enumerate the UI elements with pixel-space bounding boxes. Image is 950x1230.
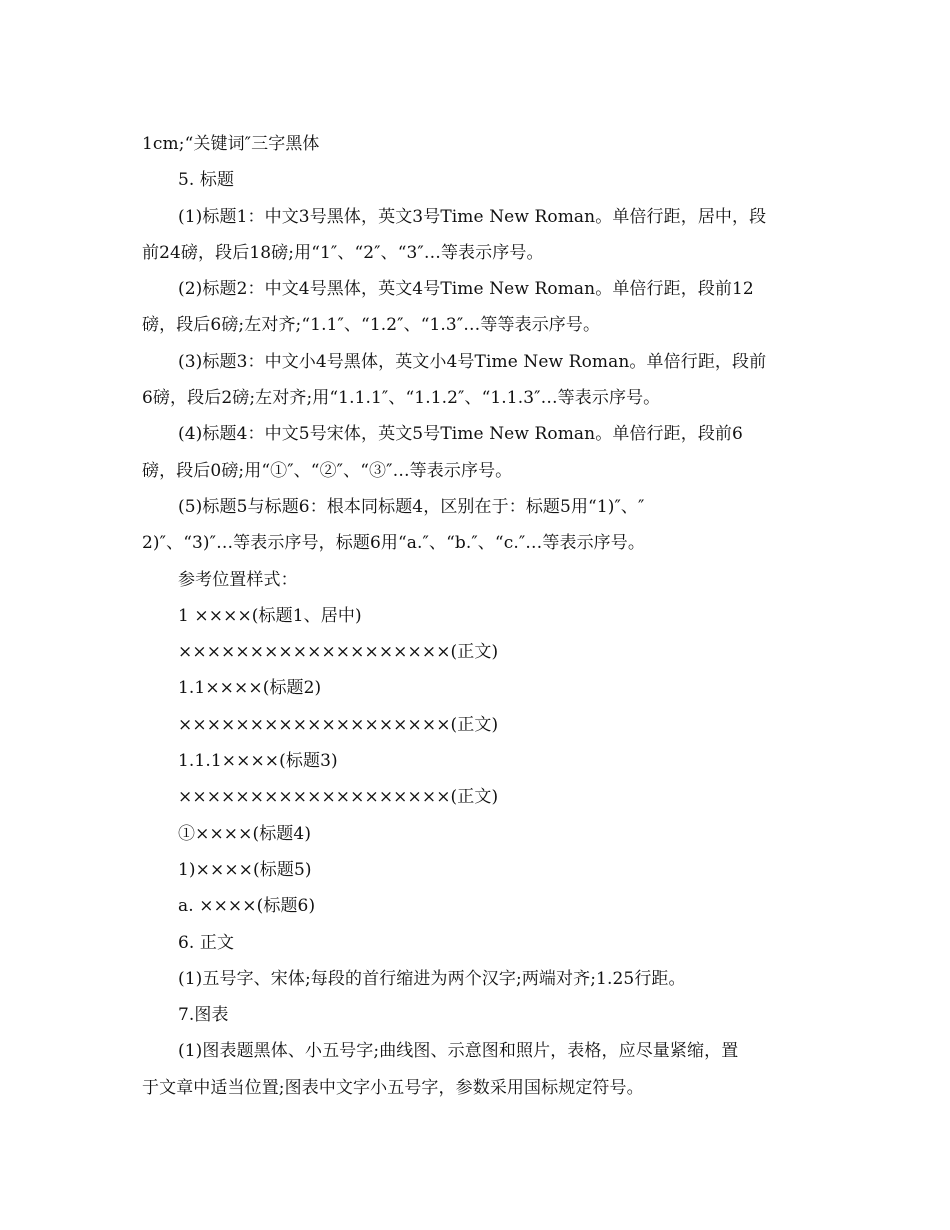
- example-heading-4: ①××××(标题4): [178, 823, 312, 844]
- text-line: 于文章中适当位置;图表中文字小五号字，参数采用国标规定符号。: [142, 1077, 644, 1098]
- section-heading-6: 6. 正文: [178, 932, 235, 953]
- text-line: (1)五号字、宋体;每段的首行缩进为两个汉字;两端对齐;1.25行距。: [178, 968, 686, 989]
- reference-style-label: 参考位置样式：: [178, 569, 298, 590]
- text-line: 磅，段后0磅;用“①″、“②″、“③″…等表示序号。: [142, 460, 513, 481]
- example-heading-3: 1.1.1××××(标题3): [178, 751, 338, 772]
- example-body: ×××××××××××××××××××(正文): [178, 714, 499, 735]
- document-body: [142, 126, 802, 1106]
- text-line: (5)标题5与标题6：根本同标题4，区别在于：标题5用“1)″、″: [178, 496, 645, 517]
- text-line: 6磅，段后2磅;左对齐;用“1.1.1″、“1.1.2″、“1.1.3″…等表示序号。: [142, 388, 661, 409]
- example-heading-2: 1.1××××(标题2): [178, 678, 322, 699]
- example-body: ×××××××××××××××××××(正文): [178, 642, 499, 663]
- example-heading-5: 1)××××(标题5): [178, 859, 312, 880]
- text-line: 2)″、“3)″…等表示序号，标题6用“a.″、“b.″、“c.″…等表示序号。: [142, 533, 645, 554]
- example-body: ×××××××××××××××××××(正文): [178, 787, 499, 808]
- text-line: (2)标题2：中文4号黑体，英文4号Time New Roman。单倍行距，段前12: [178, 279, 754, 300]
- text-line: 磅，段后6磅;左对齐;“1.1″、“1.2″、“1.3″…等等表示序号。: [142, 315, 601, 336]
- example-heading-6: a. ××××(标题6): [178, 896, 316, 917]
- example-heading-1: 1 ××××(标题1、居中): [178, 605, 362, 626]
- text-line: (1)图表题黑体、小五号字;曲线图、示意图和照片，表格，应尽量紧缩，置: [178, 1041, 739, 1062]
- text-line: 前24磅，段后18磅;用“1″、“2″、“3″…等表示序号。: [142, 242, 544, 263]
- text-line: 1cm;“关键词″三字黑体: [142, 134, 320, 154]
- section-heading-5: 5. 标题: [178, 170, 235, 191]
- text-line: (3)标题3：中文小4号黑体，英文小4号Time New Roman。单倍行距，段前: [178, 351, 767, 372]
- section-heading-7: 7.图表: [178, 1005, 229, 1026]
- text-line: (4)标题4：中文5号宋体，英文5号Time New Roman。单倍行距，段前6: [178, 424, 743, 445]
- text-line: (1)标题1：中文3号黑体，英文3号Time New Roman。单倍行距，居中，段: [178, 206, 767, 227]
